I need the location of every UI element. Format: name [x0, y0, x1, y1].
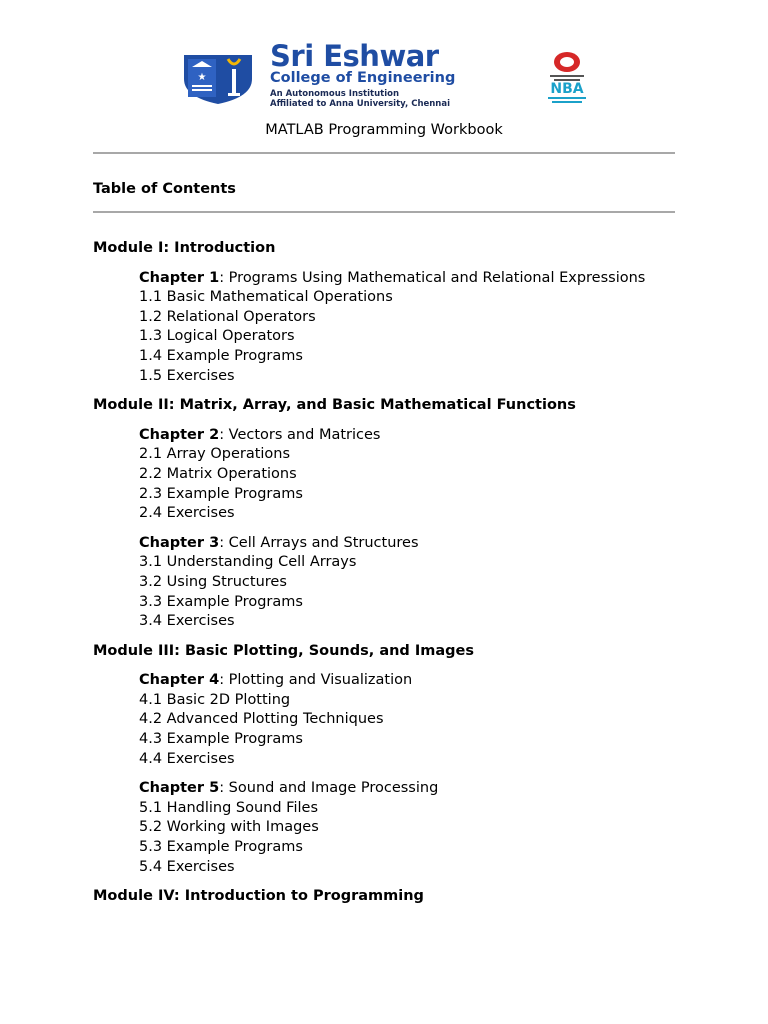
svg-text:NBA: NBA: [550, 81, 584, 97]
section-item: 4.2 Advanced Plotting Techniques: [139, 711, 384, 728]
nba-logo: [544, 79, 590, 105]
chapter-title: [139, 269, 683, 289]
table-of-contents: [93, 239, 683, 917]
section-item: 1.3 Logical Operators: [139, 328, 295, 345]
section-item: 3.1 Understanding Cell Arrays: [139, 554, 357, 571]
section-item: 3.3 Example Programs: [139, 593, 303, 610]
college-header: [182, 39, 592, 109]
college-name: Sri Eshwar: [270, 39, 439, 73]
section-item: 1.1 Basic Mathematical Operations: [139, 289, 393, 306]
chapter-name: : Cell Arrays and Structures: [219, 534, 419, 551]
chapter-title: [139, 779, 683, 799]
chapter-title: [139, 534, 683, 554]
section-item: 1.4 Example Programs: [139, 347, 303, 364]
chapter-name: : Programs Using Mathematical and Relational Expressions: [219, 269, 646, 286]
section-item: 4.4 Exercises: [139, 750, 235, 767]
section-item: 1.2 Relational Operators: [139, 308, 316, 325]
section-item: 3.2 Using Structures: [139, 573, 287, 590]
toc-heading: Table of Contents: [93, 181, 236, 197]
section-item: 2.1 Array Operations: [139, 446, 291, 463]
chapter-label: Chapter 5: [139, 780, 220, 797]
chapter-block: [139, 779, 683, 877]
chapter-block: [139, 426, 683, 524]
divider: [93, 211, 675, 213]
section-item: 2.2 Matrix Operations: [139, 465, 297, 482]
section-item: 3.4 Exercises: [139, 613, 235, 630]
college-status-line: An Autonomous Institution: [270, 89, 400, 99]
module-heading: Module II: Matrix, Array, and Basic Mathematical Functions: [93, 397, 576, 414]
document-title: MATLAB Programming Workbook: [265, 122, 503, 138]
section-item: 5.1 Handling Sound Files: [139, 799, 318, 816]
module-heading: Module IV: Introduction to Programming: [93, 888, 424, 905]
chapter-name: : Vectors and Matrices: [219, 426, 381, 443]
chapter-label: Chapter 2: [139, 426, 220, 443]
module-heading: Module III: Basic Plotting, Sounds, and Images: [93, 642, 474, 659]
divider: [93, 152, 675, 154]
chapter-block: [139, 671, 683, 769]
svg-text:★: ★: [197, 72, 207, 83]
module-heading: Module I: Introduction: [93, 240, 276, 256]
college-affiliation-line: Affiliated to Anna University, Chennai: [270, 99, 451, 109]
section-item: 4.1 Basic 2D Plotting: [139, 691, 291, 708]
chapter-block: [139, 269, 683, 387]
chapter-label: Chapter 4: [139, 672, 220, 689]
section-item: 5.3 Example Programs: [139, 839, 303, 856]
chapter-block: [139, 534, 683, 632]
section-item: 5.2 Working with Images: [139, 819, 319, 836]
chapter-title: [139, 426, 683, 446]
section-item: 4.3 Example Programs: [139, 731, 303, 748]
chapter-title: [139, 671, 683, 691]
college-subtitle: College of Engineering: [270, 70, 456, 86]
chapter-name: : Plotting and Visualization: [219, 672, 413, 689]
chapter-label: Chapter 3: [139, 534, 220, 551]
college-crest-logo: [182, 45, 254, 105]
chapter-name: : Sound and Image Processing: [219, 780, 439, 797]
section-item: 2.3 Example Programs: [139, 485, 303, 502]
section-item: 2.4 Exercises: [139, 505, 235, 522]
chapter-label: Chapter 1: [139, 269, 220, 286]
section-item: 5.4 Exercises: [139, 858, 235, 875]
section-item: 1.5 Exercises: [139, 367, 235, 384]
